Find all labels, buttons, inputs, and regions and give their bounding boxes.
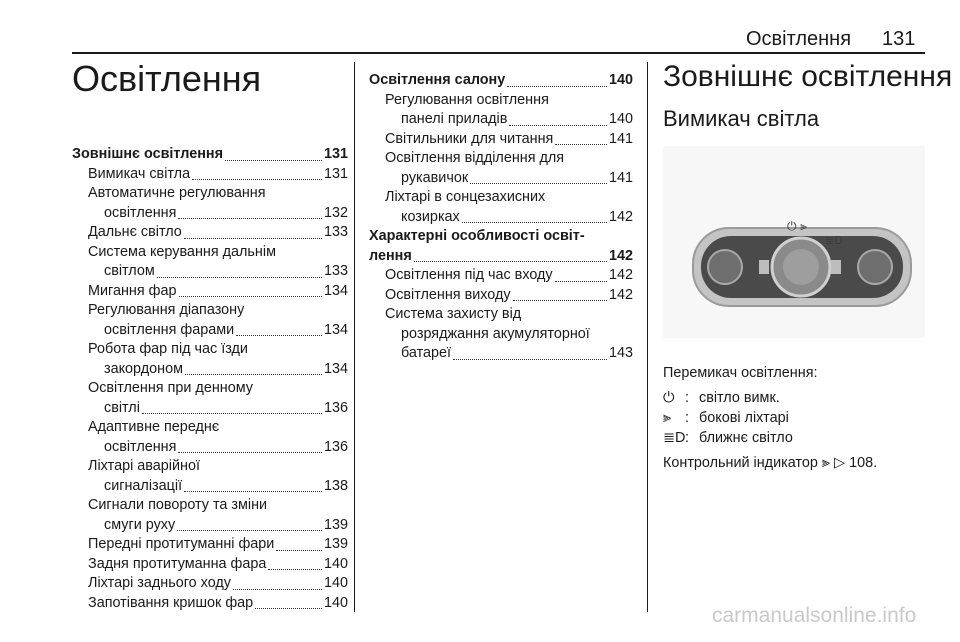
dot-leader — [236, 335, 322, 336]
toc-entry-text: Адаптивне переднє — [88, 419, 220, 435]
toc-page-number[interactable]: 133 — [323, 263, 348, 279]
toc-page-number[interactable]: 139 — [323, 536, 348, 552]
toc-entry-text: Освітлення салону — [369, 72, 506, 88]
toc-page-number[interactable]: 134 — [323, 360, 348, 377]
toc-entry-text: Зовнішнє освітлення — [72, 146, 224, 162]
toc-page-number[interactable]: 140 — [323, 555, 348, 572]
toc-entry — [369, 305, 633, 325]
toc-entry-text: Задня протитуманна фара — [88, 555, 267, 572]
toc-entry-text: освітлення фарами — [104, 321, 235, 338]
toc-entry[interactable] — [72, 145, 348, 165]
toc-entry-text: лення — [369, 247, 412, 264]
dot-leader — [142, 413, 322, 414]
dot-leader — [157, 277, 322, 278]
toc-entry — [369, 91, 633, 111]
toc-entry — [72, 418, 348, 438]
toc-entry[interactable] — [369, 344, 633, 364]
toc-page-number[interactable]: 140 — [323, 575, 348, 591]
toc-entry[interactable] — [72, 555, 348, 575]
toc-page-number[interactable]: 131 — [323, 165, 348, 182]
side-lights-icon: ⫸ — [821, 455, 830, 471]
dot-leader — [414, 261, 607, 262]
toc-entry — [72, 457, 348, 477]
toc-entry[interactable] — [72, 535, 348, 555]
toc-entry-text: світлі — [104, 399, 140, 416]
legend-row-low: ≣D : ближнє світло — [663, 430, 793, 446]
dot-leader — [470, 183, 607, 184]
page-number: 131 — [882, 28, 916, 50]
toc-page-number[interactable]: 140 — [608, 72, 633, 88]
toc-entry-text: Система керування дальнім — [88, 243, 276, 260]
toc-page-number[interactable]: 136 — [323, 399, 348, 416]
toc-entry[interactable] — [369, 286, 633, 306]
svg-text:⏻ ⫸: ⏻ ⫸ — [787, 219, 808, 233]
power-icon: ⏻ — [663, 390, 675, 406]
toc-entry-text: смуги руху — [104, 516, 176, 533]
toc-entry-text: Сигнали повороту та зміни — [88, 497, 268, 513]
toc-entry[interactable] — [369, 169, 633, 189]
legend-text-low: ближнє світло — [699, 430, 793, 446]
toc-entry — [72, 340, 348, 360]
toc-entry-text: розряджання акумуляторної — [401, 325, 590, 342]
dot-leader — [179, 296, 322, 297]
toc-entry-text: Ліхтарі в сонцезахисних — [385, 189, 546, 205]
toc-entry-text: освітлення — [104, 204, 177, 221]
toc-entry-text: Освітлення відділення для — [385, 150, 565, 166]
light-switch-photo — [663, 146, 925, 338]
toc-entry[interactable] — [369, 208, 633, 228]
toc-page-number[interactable]: 143 — [608, 345, 633, 361]
svg-text:≣D: ≣D — [825, 234, 843, 247]
toc-entry-text: закордоном — [104, 360, 183, 377]
toc-entry-text: Запотівання кришок фар — [88, 594, 254, 611]
toc-entry-text: сигналізації — [104, 477, 183, 494]
toc-entry-text: Мигання фар — [88, 282, 177, 299]
toc-page-number[interactable]: 141 — [608, 130, 633, 147]
toc-entry-text: світлом — [104, 263, 155, 279]
toc-entry-text: Освітлення під час входу — [385, 267, 553, 283]
toc-entry[interactable] — [72, 399, 348, 419]
toc-entry[interactable] — [369, 247, 633, 267]
toc-page-number[interactable]: 133 — [323, 224, 348, 240]
see-page-arrow-icon: ▷ — [833, 455, 846, 471]
toc-entry-text: рукавичок — [401, 169, 469, 186]
toc-entry — [72, 301, 348, 321]
column-divider-left — [354, 62, 355, 612]
toc-entry — [72, 243, 348, 263]
dot-leader — [185, 374, 322, 375]
toc-entry-text: Ліхтарі заднього ходу — [88, 575, 231, 591]
dot-leader — [268, 569, 322, 570]
toc-column-right — [369, 71, 633, 364]
toc-column-left — [72, 145, 348, 613]
dot-leader — [555, 281, 607, 282]
toc-entry-text: Робота фар під час їзди — [88, 341, 248, 357]
toc-entry[interactable] — [72, 360, 348, 380]
dot-leader — [177, 530, 322, 531]
toc-entry — [369, 149, 633, 169]
toc-entry-text: освітлення — [104, 438, 177, 455]
toc-page-number[interactable]: 142 — [608, 267, 633, 283]
toc-entry — [369, 325, 633, 345]
dot-leader — [462, 222, 607, 223]
toc-entry-text: Передні протитуманні фари — [88, 536, 275, 552]
toc-entry-text: Дальнє світло — [88, 224, 182, 240]
dot-leader — [453, 359, 607, 360]
toc-page-number[interactable]: 142 — [608, 247, 633, 264]
watermark: carmanualsonline.info — [712, 604, 917, 627]
toc-entry[interactable] — [369, 266, 633, 286]
switch-caption: Перемикач освітлення: — [663, 365, 818, 381]
toc-entry[interactable] — [72, 321, 348, 341]
dot-leader — [184, 238, 322, 239]
dot-leader — [276, 550, 322, 551]
toc-page-number[interactable]: 142 — [608, 286, 633, 303]
indicator-reference — [663, 455, 877, 471]
toc-entry-text: Вимикач світла — [88, 165, 191, 182]
toc-entry-text: Освітлення при денному — [88, 380, 253, 396]
toc-entry-text: панелі приладів — [401, 111, 508, 127]
toc-entry-text: Система захисту від — [385, 306, 522, 322]
toc-entry-text: Освітлення виходу — [385, 286, 511, 303]
toc-page-number[interactable]: 140 — [323, 594, 348, 611]
toc-entry[interactable] — [72, 438, 348, 458]
dot-leader — [178, 218, 322, 219]
toc-entry-text: Регулювання освітлення — [385, 91, 549, 108]
toc-page-number[interactable]: 142 — [608, 208, 633, 225]
toc-entry-text: Ліхтарі аварійної — [88, 458, 200, 474]
toc-entry[interactable] — [72, 574, 348, 594]
toc-page-number[interactable]: 134 — [323, 321, 348, 338]
toc-entry[interactable] — [369, 110, 633, 130]
toc-entry — [72, 496, 348, 516]
dot-leader — [513, 300, 607, 301]
running-header-title: Освітлення — [746, 28, 852, 50]
toc-entry-text: Характерні особливості освіт- — [369, 228, 585, 244]
toc-entry[interactable] — [72, 477, 348, 497]
toc-entry[interactable] — [72, 204, 348, 224]
toc-entry[interactable] — [369, 71, 633, 91]
toc-page-number[interactable]: 138 — [323, 477, 348, 494]
legend-row-side: ⫸ : бокові ліхтарі — [663, 410, 789, 426]
toc-entry[interactable] — [369, 130, 633, 150]
toc-entry — [369, 188, 633, 208]
toc-page-number[interactable]: 140 — [608, 111, 633, 127]
legend-text-side: бокові ліхтарі — [699, 410, 789, 426]
toc-entry-text: козирках — [401, 208, 460, 225]
low-beam-icon: ≣D — [663, 430, 686, 446]
toc-entry[interactable] — [72, 223, 348, 243]
toc-page-number[interactable]: 136 — [323, 438, 348, 455]
toc-entry — [369, 227, 633, 247]
dot-leader — [507, 86, 607, 87]
dot-leader — [509, 125, 607, 126]
legend-text-off: світло вимк. — [699, 390, 780, 406]
dot-leader — [555, 144, 607, 145]
toc-entry-text: Світильники для читання — [385, 130, 554, 147]
section-title: Зовнішнє освітлення — [663, 60, 953, 93]
toc-entry[interactable] — [72, 165, 348, 185]
dot-leader — [192, 179, 322, 180]
toc-entry[interactable] — [72, 516, 348, 536]
toc-page-number[interactable]: 134 — [323, 282, 348, 299]
side-lights-icon: ⫸ — [663, 410, 672, 426]
toc-page-number[interactable]: 131 — [323, 146, 348, 162]
legend-row-off: ⏻ : світло вимк. — [663, 390, 780, 406]
dot-leader — [184, 491, 322, 492]
toc-entry-text: батареї — [401, 345, 452, 361]
toc-entry[interactable] — [72, 262, 348, 282]
chapter-title: Освітлення — [72, 58, 262, 99]
section-subtitle: Вимикач світла — [663, 106, 820, 131]
toc-entry — [72, 379, 348, 399]
dot-leader — [178, 452, 322, 453]
indicator-text: Контрольний індикатор — [663, 455, 818, 471]
dot-leader — [255, 608, 322, 609]
header-rule — [72, 52, 925, 54]
toc-page-number[interactable]: 141 — [608, 169, 633, 186]
toc-entry — [72, 184, 348, 204]
toc-page-number[interactable]: 132 — [323, 204, 348, 221]
column-divider-right — [647, 62, 648, 612]
toc-entry-text: Автоматичне регулювання — [88, 185, 266, 201]
toc-entry[interactable] — [72, 594, 348, 614]
dot-leader — [225, 160, 322, 161]
toc-page-number[interactable]: 139 — [323, 516, 348, 533]
toc-entry[interactable] — [72, 282, 348, 302]
toc-entry-text: Регулювання діапазону — [88, 302, 245, 318]
dot-leader — [233, 589, 322, 590]
indicator-page[interactable]: 108. — [849, 455, 878, 471]
